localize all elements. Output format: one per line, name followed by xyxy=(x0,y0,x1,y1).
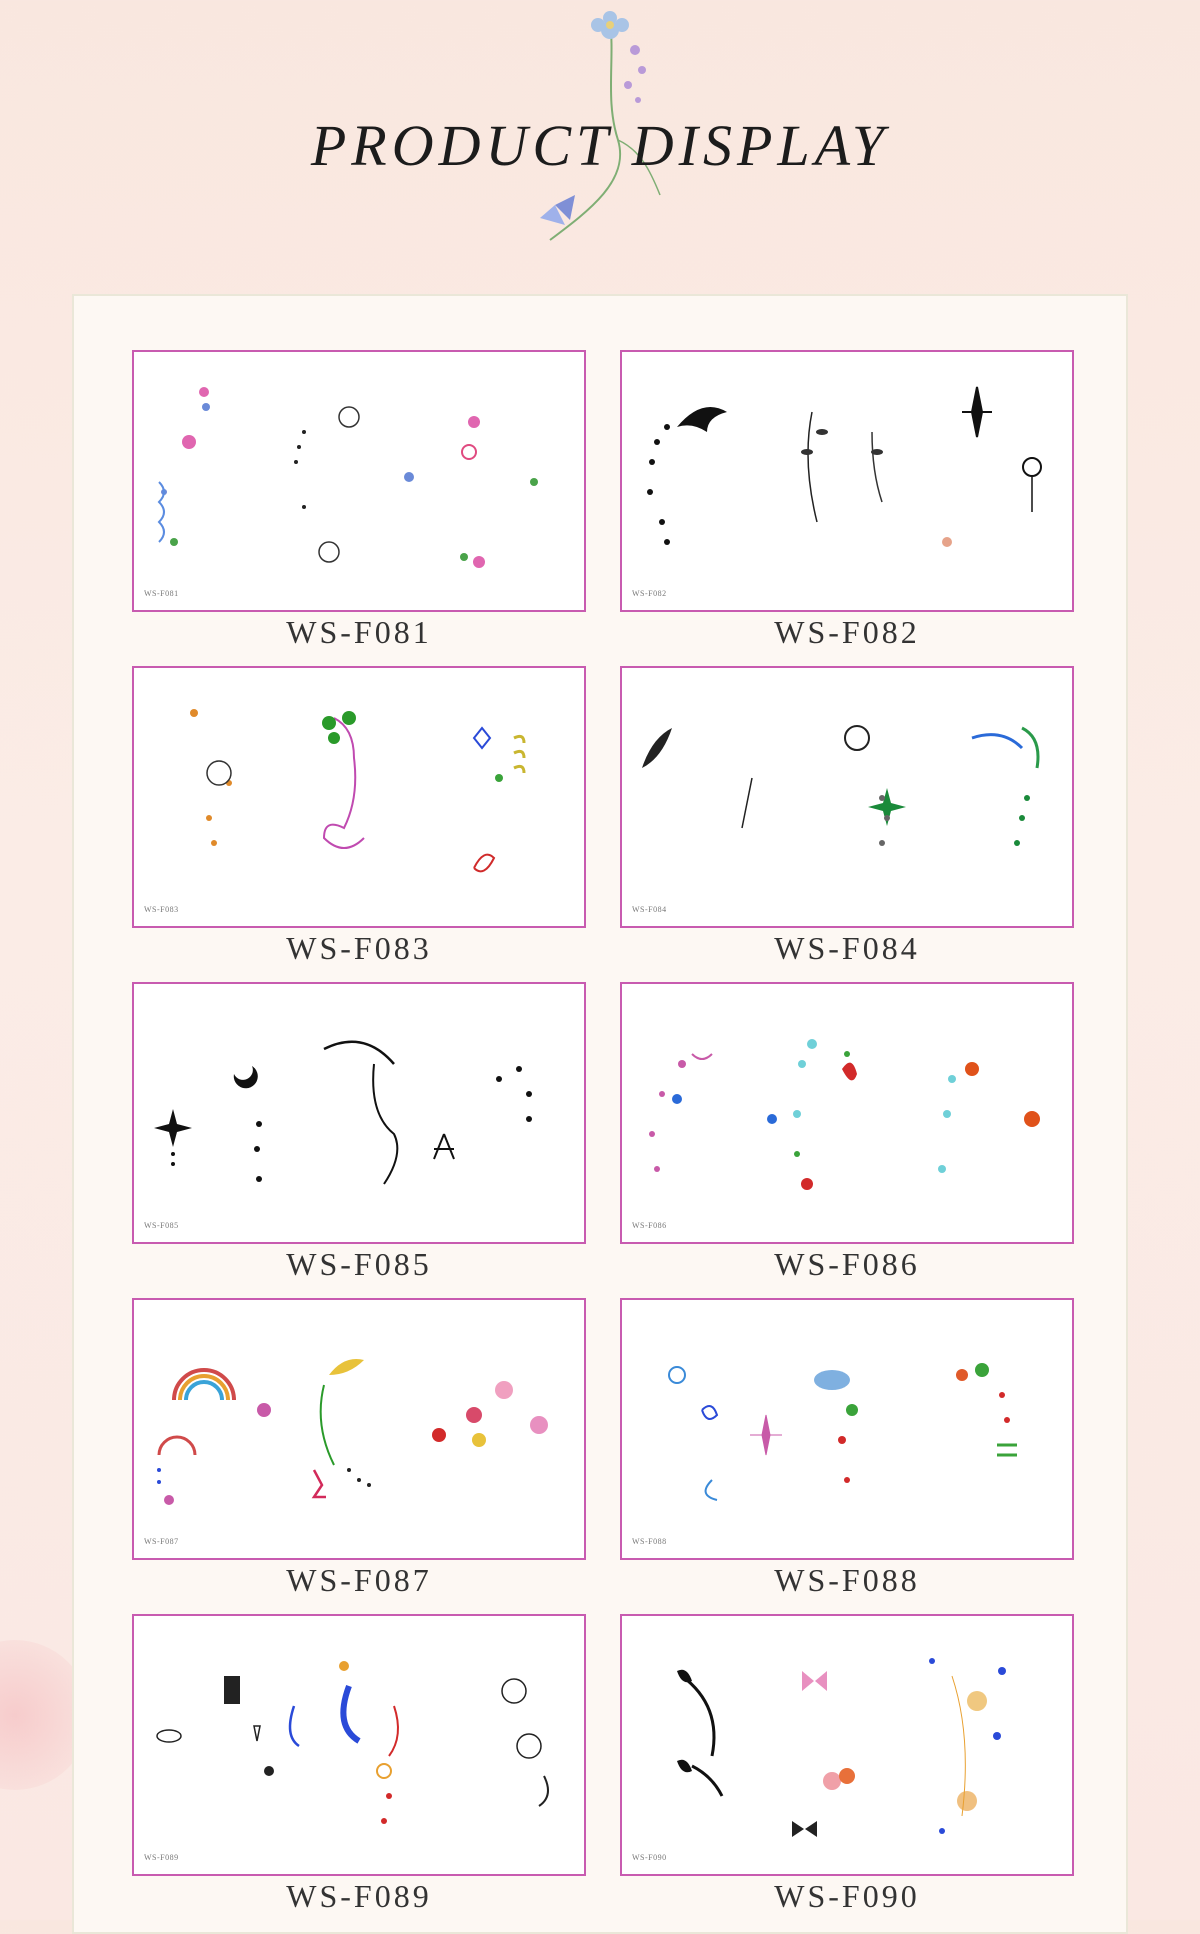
card-code-small: WS-F081 xyxy=(144,589,179,598)
product-code-label: WS-F087 xyxy=(286,1562,432,1598)
header xyxy=(0,0,1200,280)
product-code-label: WS-F090 xyxy=(774,1878,920,1914)
product-card-ws-f081[interactable] xyxy=(132,350,586,612)
product-card-ws-f090[interactable] xyxy=(620,1614,1074,1876)
product-code-label: WS-F084 xyxy=(774,930,920,966)
product-card-ws-f086[interactable] xyxy=(620,982,1074,1244)
product-card-ws-f083[interactable] xyxy=(132,666,586,928)
product-code-label: WS-F086 xyxy=(774,1246,920,1282)
tattoo-design-image xyxy=(622,668,1072,926)
card-code-small: WS-F083 xyxy=(144,905,179,914)
card-code-small: WS-F086 xyxy=(632,1221,667,1230)
tattoo-design-image xyxy=(622,352,1072,610)
product-code-label: WS-F083 xyxy=(286,930,432,966)
card-code-small: WS-F090 xyxy=(632,1853,667,1862)
product-code-label: WS-F081 xyxy=(286,614,432,650)
card-code-small: WS-F084 xyxy=(632,905,667,914)
card-code-small: WS-F089 xyxy=(144,1853,179,1862)
page-title: PRODUCT DISPLAY xyxy=(310,113,890,178)
product-code-label: WS-F085 xyxy=(286,1246,432,1282)
product-code-label: WS-F088 xyxy=(774,1562,920,1598)
product-card-ws-f088[interactable] xyxy=(620,1298,1074,1560)
tattoo-design-image xyxy=(622,1616,1072,1874)
product-card-ws-f085[interactable] xyxy=(132,982,586,1244)
product-card-ws-f087[interactable] xyxy=(132,1298,586,1560)
tattoo-design-image xyxy=(134,984,584,1242)
card-code-small: WS-F088 xyxy=(632,1537,667,1546)
tattoo-design-image xyxy=(134,1616,584,1874)
tattoo-design-image xyxy=(134,352,584,610)
tattoo-design-image xyxy=(134,1300,584,1558)
product-card-ws-f082[interactable] xyxy=(620,350,1074,612)
card-code-small: WS-F085 xyxy=(144,1221,179,1230)
tattoo-design-image xyxy=(134,668,584,926)
card-code-small: WS-F087 xyxy=(144,1537,179,1546)
product-panel xyxy=(72,294,1128,1934)
card-code-small: WS-F082 xyxy=(632,589,667,598)
product-card-ws-f089[interactable] xyxy=(132,1614,586,1876)
product-code-label: WS-F082 xyxy=(774,614,920,650)
tattoo-design-image xyxy=(622,984,1072,1242)
product-code-label: WS-F089 xyxy=(286,1878,432,1914)
product-card-ws-f084[interactable] xyxy=(620,666,1074,928)
tattoo-design-image xyxy=(622,1300,1072,1558)
